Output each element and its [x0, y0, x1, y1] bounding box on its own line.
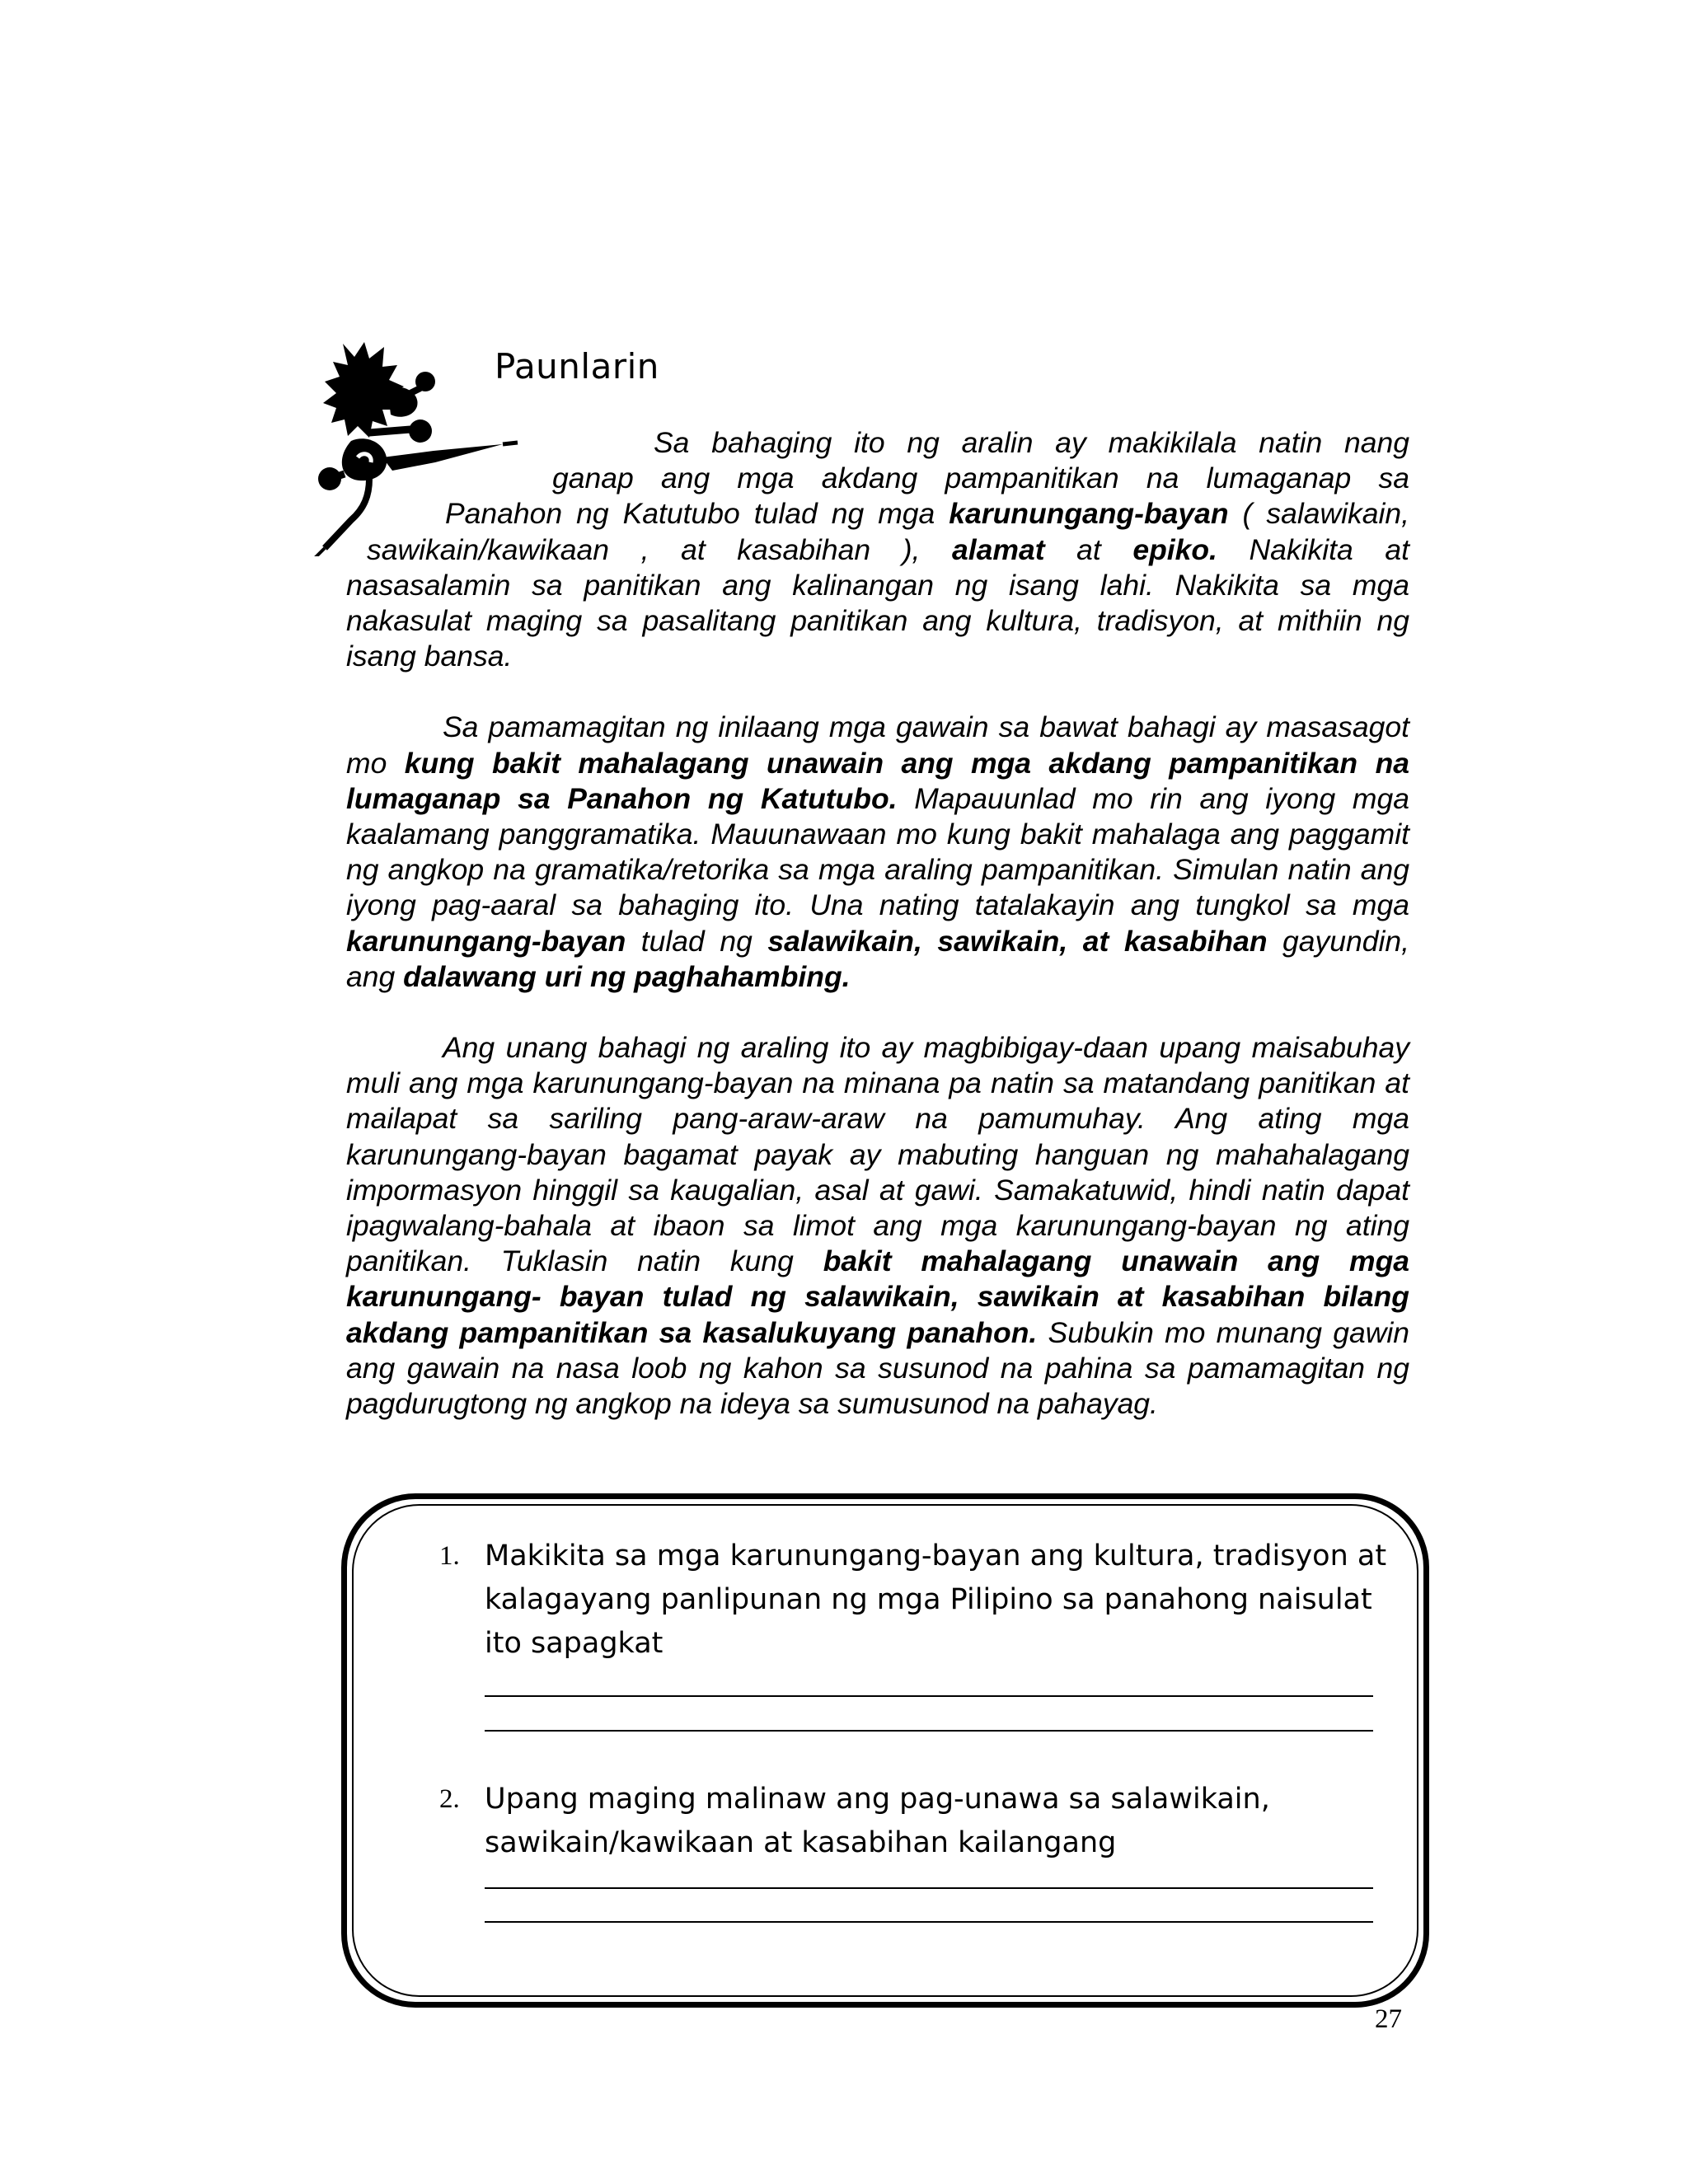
question-2-text: Upang maging malinaw ang pag-unawa sa salawikain, sawikain/kawikaan at kasabihan kailangang [485, 1783, 1270, 1859]
answer-line-2a[interactable] [485, 1887, 1373, 1889]
paragraph-3 [346, 1030, 1409, 1422]
p1-line-3-bold: karunungang-bayan [949, 497, 1229, 531]
answer-line-1b[interactable] [485, 1730, 1373, 1732]
p1-line-3-text-a: Panahon ng Katutubo tulad ng mga [445, 497, 950, 531]
p1-line-1: Sa bahaging ito ng aralin ay makikilala natin nang [654, 426, 1409, 459]
question-2-number: 2. [439, 1784, 460, 1814]
p2-bold-1: kung bakit mahalagang unawain ang mga akdang pampanitikan na lumaganap sa Panahon ng Katutubo. [346, 746, 1409, 815]
answer-line-2b[interactable] [485, 1921, 1373, 1923]
p3-bold-1: bakit mahalagang unawain ang mga karunungang- bayan tulad ng salawikain, sawikain at kasabihan bilang akdang pampanitikan sa kasalukuyang panahon. [346, 1244, 1410, 1349]
p1-line-4-bold-alamat: alamat [952, 532, 1045, 566]
p2-text-1: Sa pamamagitan ng inilaang mga gawain sa bawat bahagi ay masasagot mo [346, 710, 1409, 780]
p1-line-2: ganap ang mga akdang pampanitikan na lumaganap sa [552, 462, 1409, 495]
p2-text-4: gayundin, ang [346, 924, 1409, 993]
p1-line-4 [346, 532, 1409, 568]
p3-text-1: Ang unang bahagi ng araling ito ay magbibigay-daan upang maisabuhay muli ang mga karunungang-bayan na minana pa natin sa matandang panitikan at mailapat sa sariling pang-araw-araw na pamumuhay. Ang ating mga karunungang-bayan bagamat payak ay mabuting hanguan ng mahahalagang impormasyon hinggil sa kaugalian, asal at gawi. Samakatuwid, hindi natin dapat ipagwalang-bahala at ibaon sa limot ang mga karunungang-bayan ng ating panitikan. Tuklasin natin kung [346, 1031, 1409, 1278]
p1-line-3-text-c: ( salawikain, [1228, 497, 1410, 531]
p2-text-2: Mapauunlad mo rin ang iyong mga kaalamang panggramatika. Mauunawaan mo kung bakit mahalaga ang paggamit ng angkop na gramatika/retorika sa mga araling pampanitikan. Simulan natin ang iyong pag-aaral sa bahaging ito. Una nating tatalakayin ang tungkol sa mga [346, 781, 1409, 922]
p1-line-4-bold-epiko: epiko. [1132, 532, 1217, 566]
p1-line-4-text-e: Nakikita at [1217, 532, 1409, 566]
p2-bold-2: karunungang-bayan [346, 924, 626, 958]
paragraph-2 [346, 710, 1409, 995]
p3-text-2: Subukin mo munang gawin ang gawain na nasa loob ng kahon sa susunod na pahina sa pamamagitan ng pagdurugtong ng angkop na ideya sa sumusunod na pahayag. [346, 1315, 1409, 1421]
p2-bold-4: dalawang uri ng paghahambing. [403, 959, 851, 993]
p1-rest: nasasalamin sa panitikan ang kalinangan ng isang lahi. Nakikita sa mga nakasulat maging sa pasalitang panitikan ang kultura, tradisyon, at mithiin ng isang bansa. [346, 568, 1409, 673]
question-1-number: 1. [439, 1541, 460, 1571]
p1-line-3 [346, 496, 1409, 532]
answer-line-1a[interactable] [485, 1695, 1373, 1697]
section-title: Paunlarin [495, 346, 659, 387]
page-number: 27 [1375, 2004, 1402, 2034]
p1-line-4-text-c: at [1044, 532, 1133, 566]
paragraph-1 [346, 425, 1409, 674]
p1-line-4-text-a: sawikain/kawikaan , at kasabihan ), [367, 532, 953, 566]
question-1-text: Makikita sa mga karunungang-bayan ang kultura, tradisyon at kalagayang panlipunan ng mga Pilipino sa panahong naisulat ito sapagkat [485, 1540, 1387, 1660]
p2-bold-3: salawikain, sawikain, at kasabihan [767, 924, 1268, 958]
p2-text-3: tulad ng [626, 924, 768, 958]
intro-text [346, 425, 1409, 1422]
